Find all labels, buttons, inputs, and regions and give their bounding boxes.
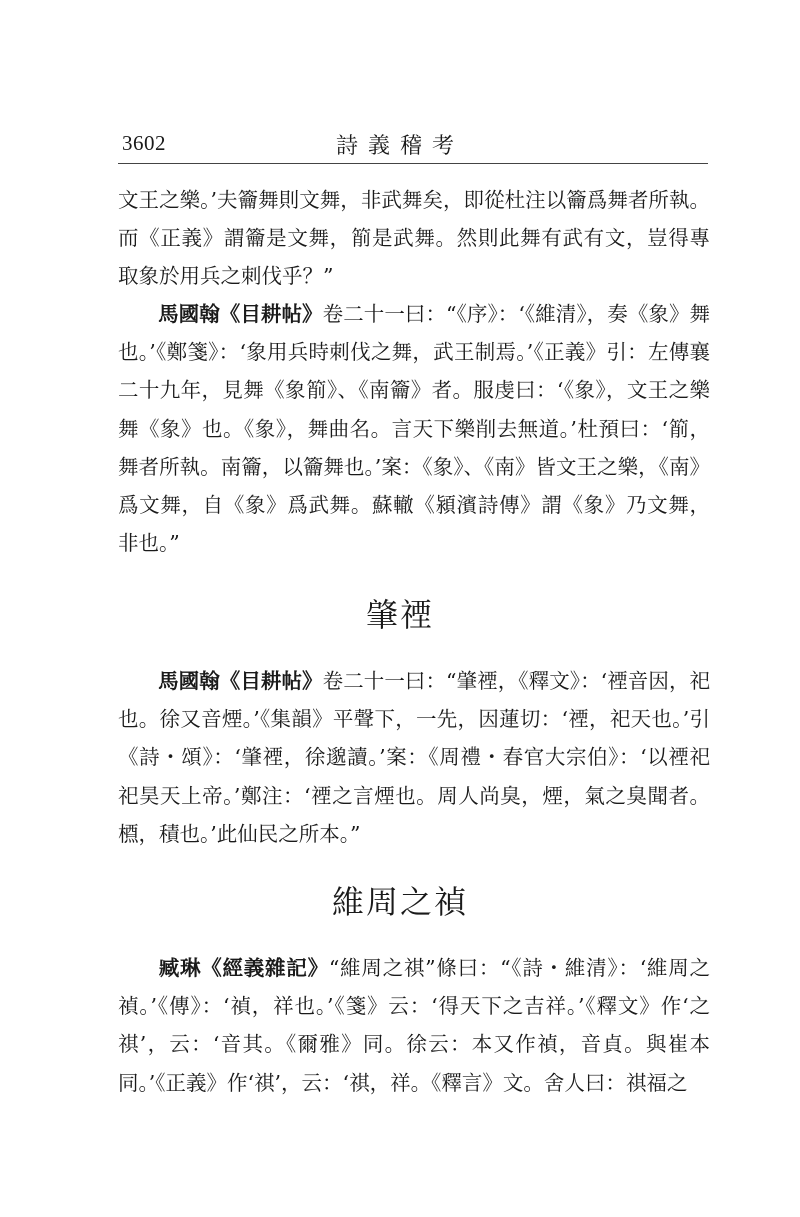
paragraph-continuation [118, 181, 710, 296]
author-name: 臧琳 [158, 956, 202, 980]
running-title: 詩義稽考 [335, 134, 464, 159]
book-title: 《目耕帖》 [219, 669, 323, 693]
book-title: 《經義雜記》 [201, 956, 329, 980]
author-name: 馬國翰 [158, 302, 220, 326]
book-title: 《目耕帖》 [219, 302, 323, 326]
author-name: 馬國翰 [158, 669, 220, 693]
paragraph-text: 卷二十一曰：“肇禋，《釋文》：‘禋音因，祀也。徐又音煙。’《集韻》平聲下，一先，因蓮切：‘禋，祀天也。’引《詩・頌》：‘肇禋，徐邈讀。’案：《周禮・春官大宗伯》：‘以禋祀祀昊天上帝。’鄭注：‘禋之言煙也。周人尚臭，煙，氣之臭聞者。槱，積也。’此仙民之所本。” [118, 669, 711, 846]
paragraph-ma-guohan-2 [118, 662, 710, 853]
page-number: 3602 [122, 131, 166, 155]
section-title: 肇禋 [365, 596, 434, 634]
header-divider [118, 163, 708, 164]
paragraph-zang-lin [118, 949, 710, 1102]
paragraph-text: 文王之樂。’夫籥舞則文舞，非武舞矣，即從杜注以籥爲舞者所執。而《正義》謂籥是文舞，箾是武舞。然則此舞有武有文，豈得專取象於用兵之刺伐乎？” [118, 188, 710, 289]
section-title: 維周之禎 [331, 883, 468, 921]
paragraph-text: 卷二十一曰：“《序》：‘《維清》，奏《象》舞也。’《鄭箋》：‘象用兵時刺伐之舞，武王制焉。’《正義》引：左傳襄二十九年，見舞《象箾》、《南籥》者。服虔曰：‘《象》，文王之樂舞《象》也。《象》，舞曲名。言天下樂削去無道。’杜預曰：‘箾，舞者所執。南籥，以籥舞也。’案：《象》、《南》皆文王之樂，《南》爲文舞，自《象》爲武舞。蘇轍《潁濱詩傳》謂《象》乃文舞，非也。” [118, 302, 711, 556]
paragraph-ma-guohan-1 [118, 295, 710, 562]
paragraph-text: “維周之祺”條曰：“《詩・維清》：‘維周之禎。’《傳》：‘禎，祥也。’《箋》云：‘得天下之吉祥。’《釋文》作‘之祺’，云：‘音其。《爾雅》同。徐云：本又作禎，音貞。與崔本同。’《正義》作‘祺’，云：‘祺，祥。《釋言》文。舍人曰：祺福之 [118, 956, 710, 1095]
